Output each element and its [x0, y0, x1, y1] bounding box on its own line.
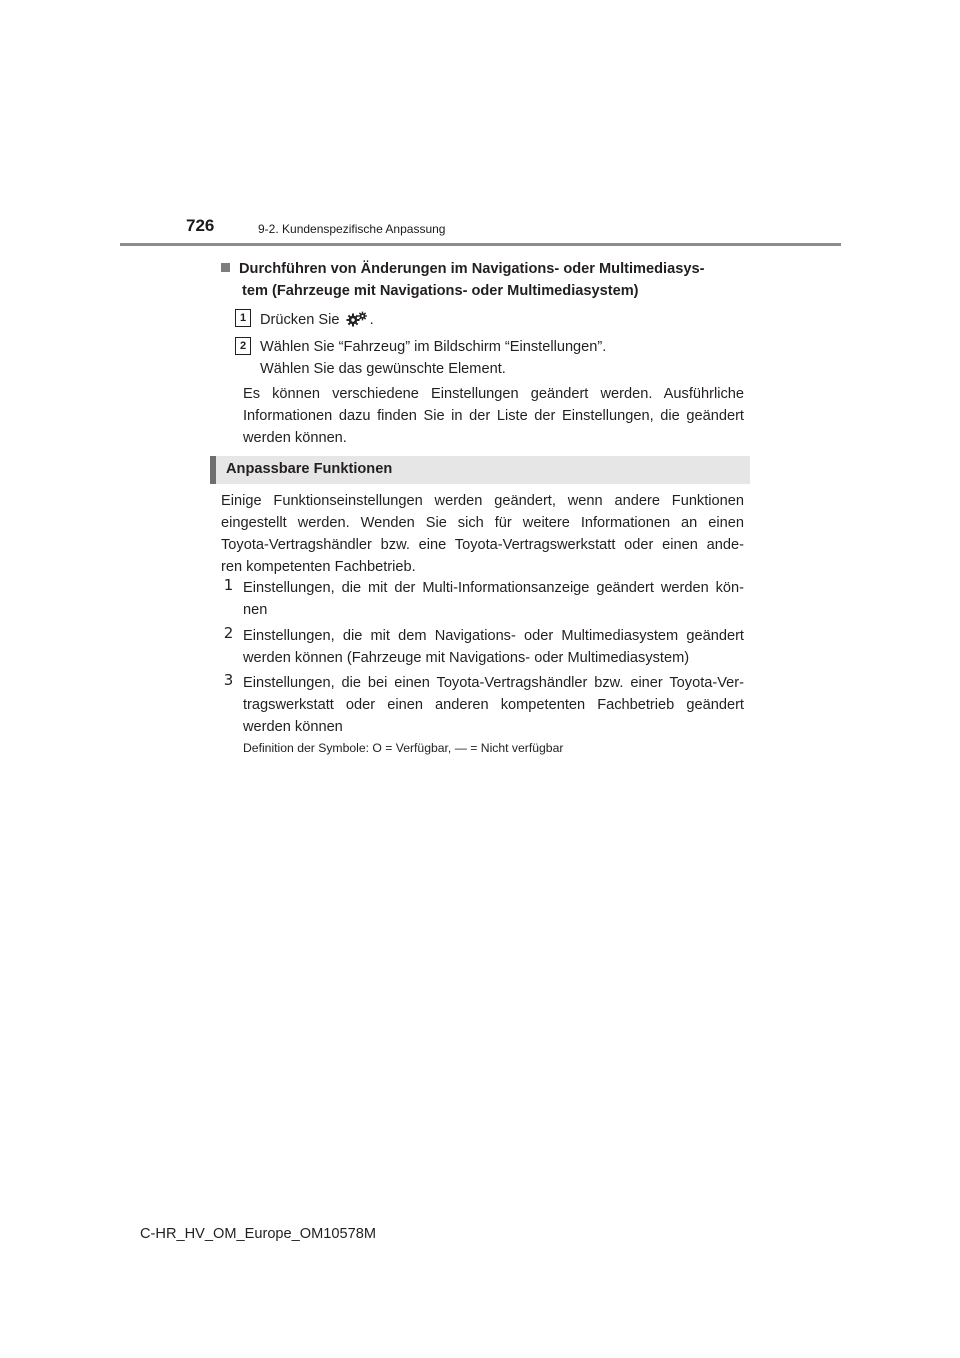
intro-line: Es können verschiedene Einstellungen geändert werden. Ausführliche [243, 386, 744, 402]
item-line: Einstellungen, die mit der Multi-Informationsanzeige geändert werden kön- [243, 580, 744, 596]
section-title: 9-2. Kundenspezifische Anpassung [258, 222, 446, 236]
heading-bullet-icon [221, 263, 230, 272]
section-heading [221, 258, 749, 302]
step-badge-1: 1 [235, 309, 251, 327]
header-divider [120, 243, 841, 246]
heading-line-2: tem (Fahrzeuge mit Navigations- oder Multimediasystem) [242, 283, 639, 299]
item-number-2: 2 [223, 624, 234, 642]
item-line: werden können (Fahrzeuge mit Navigations- oder Multimediasystem) [243, 650, 690, 666]
functions-paragraph [221, 490, 744, 578]
heading-line-1: Durchführen von Änderungen im Navigations- oder Multimediasys- [239, 261, 705, 277]
item-number-3: 3 [223, 671, 234, 689]
intro-line: werden können. [243, 430, 347, 446]
step-2-line-1: Wählen Sie “Fahrzeug” im Bildschirm “Einstellungen”. [260, 339, 607, 355]
functions-heading-title: Anpassbare Funktionen [226, 461, 393, 477]
numbered-item-3 [243, 672, 744, 738]
item-number-1: 1 [223, 576, 234, 594]
numbered-item-1 [243, 577, 744, 621]
functions-line: eingestellt werden. Wenden Sie sich für weitere Informationen an einen [221, 515, 744, 531]
symbol-definition-note: Definition der Symbole: O = Verfügbar, — = Nicht verfügbar [243, 741, 564, 755]
step-1-text [260, 309, 374, 331]
item-line: Einstellungen, die mit dem Navigations- oder Multimediasystem geändert [243, 628, 744, 644]
item-line: werden können [243, 719, 343, 735]
functions-line: Einige Funktionseinstellungen werden geändert, wenn andere Funktionen [221, 493, 744, 509]
intro-line: Informationen dazu finden Sie in der Liste der Einstellungen, die geändert [243, 408, 744, 424]
settings-gear-icon [346, 311, 368, 327]
numbered-item-2 [243, 625, 744, 669]
item-line: nen [243, 602, 268, 618]
step-1-period: . [369, 312, 374, 328]
functions-bar-accent [210, 456, 216, 484]
functions-line: Toyota-Vertragshändler bzw. eine Toyota-Vertragswerkstatt oder einen ande- [221, 537, 744, 553]
page-number: 726 [186, 216, 215, 235]
item-line: tragswerkstatt oder einen anderen kompetenten Fachbetrieb geändert [243, 697, 744, 713]
step-2-line-2: Wählen Sie das gewünschte Element. [260, 361, 506, 377]
intro-paragraph [243, 383, 744, 449]
functions-line: ren kompetenten Fachbetrieb. [221, 559, 416, 575]
step-badge-2: 2 [235, 337, 251, 355]
item-line: Einstellungen, die bei einen Toyota-Vertragshändler bzw. einer Toyota-Ver- [243, 675, 744, 691]
functions-heading-bar [210, 456, 750, 484]
step-1-label: Drücken Sie [260, 312, 340, 328]
document-code: C-HR_HV_OM_Europe_OM10578M [140, 1226, 377, 1242]
